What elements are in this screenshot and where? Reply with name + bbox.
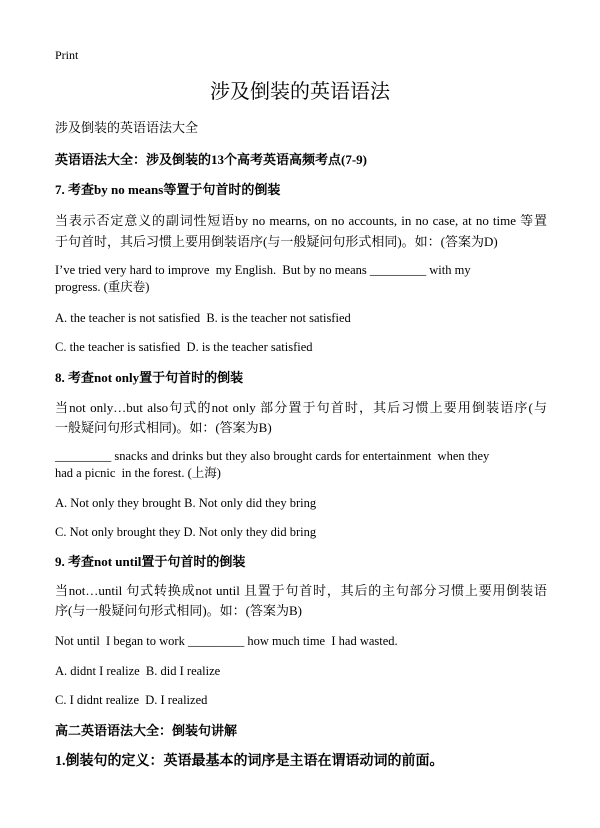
- page-title: 涉及倒装的英语语法: [210, 81, 390, 103]
- section-9-example-line: Not until I began to work _________ how much time I had wasted.: [55, 634, 398, 648]
- intro-heading: 英语语法大全：涉及倒装的13个高考英语高频考点(7-9): [55, 152, 367, 167]
- section-9-heading: 9. 考查not until置于句首时的倒装: [55, 554, 246, 569]
- section-8-example-line: _________ snacks and drinks but they also brought cards for entertainment when they: [55, 449, 490, 463]
- print-link[interactable]: Print: [55, 48, 79, 62]
- section-9-option-ab: A. didnt I realize B. did I realize: [55, 664, 221, 678]
- section-8-explanation-line: 当not only…but also句式的not only 部分置于句首时，其后习惯上要用倒装语序(与: [55, 400, 547, 415]
- definition-heading: 1.倒装句的定义：英语最基本的词序是主语在谓语动词的前面。: [55, 754, 444, 769]
- grade-heading: 高二英语语法大全：倒装句讲解: [55, 723, 238, 738]
- section-7-example-line: progress. (重庆卷): [55, 280, 150, 294]
- section-8-explanation-line: 一般疑问句形式相同)。如：(答案为B): [55, 420, 272, 435]
- section-8-example-line: had a picnic in the forest. (上海): [55, 466, 221, 480]
- section-7-explanation-line: 当表示否定意义的副词性短语by no mearns, on no accounts, in no case, at no time 等置: [55, 213, 547, 228]
- section-7-example: [55, 262, 547, 296]
- section-8-heading: 8. 考查not only置于句首时的倒装: [55, 370, 244, 385]
- section-9-explanation-line: 序(与一般疑问句形式相同)。如：(答案为B): [55, 603, 302, 618]
- section-8-example: [55, 448, 547, 482]
- section-7-explanation: [55, 210, 547, 252]
- section-7-explanation-line: 于句首时，其后习惯上要用倒装语序(与一般疑问句形式相同)。如：(答案为D): [55, 234, 498, 249]
- section-7-heading: 7. 考查by no means等置于句首时的倒装: [55, 182, 281, 197]
- section-8-option-ab: A. Not only they brought B. Not only did they bring: [55, 496, 317, 510]
- section-8-option-cd: C. Not only brought they D. Not only they did bring: [55, 525, 317, 539]
- section-8-explanation: [55, 398, 547, 438]
- section-7-option-ab: A. the teacher is not satisfied B. is the teacher not satisfied: [55, 311, 351, 325]
- section-9-explanation: [55, 581, 547, 621]
- section-9-explanation-line: 当not…until 句式转换成not until 且置于句首时，其后的主句部分习惯上要用倒装语: [55, 583, 547, 598]
- section-7-option-cd: C. the teacher is satisfied D. is the teacher satisfied: [55, 340, 313, 354]
- section-7-example-line: I’ve tried very hard to improve my English. But by no means _________ with my: [55, 263, 471, 277]
- section-9-option-cd: C. I didnt realize D. I realized: [55, 693, 208, 707]
- document-subtitle: 涉及倒装的英语语法大全: [55, 120, 199, 135]
